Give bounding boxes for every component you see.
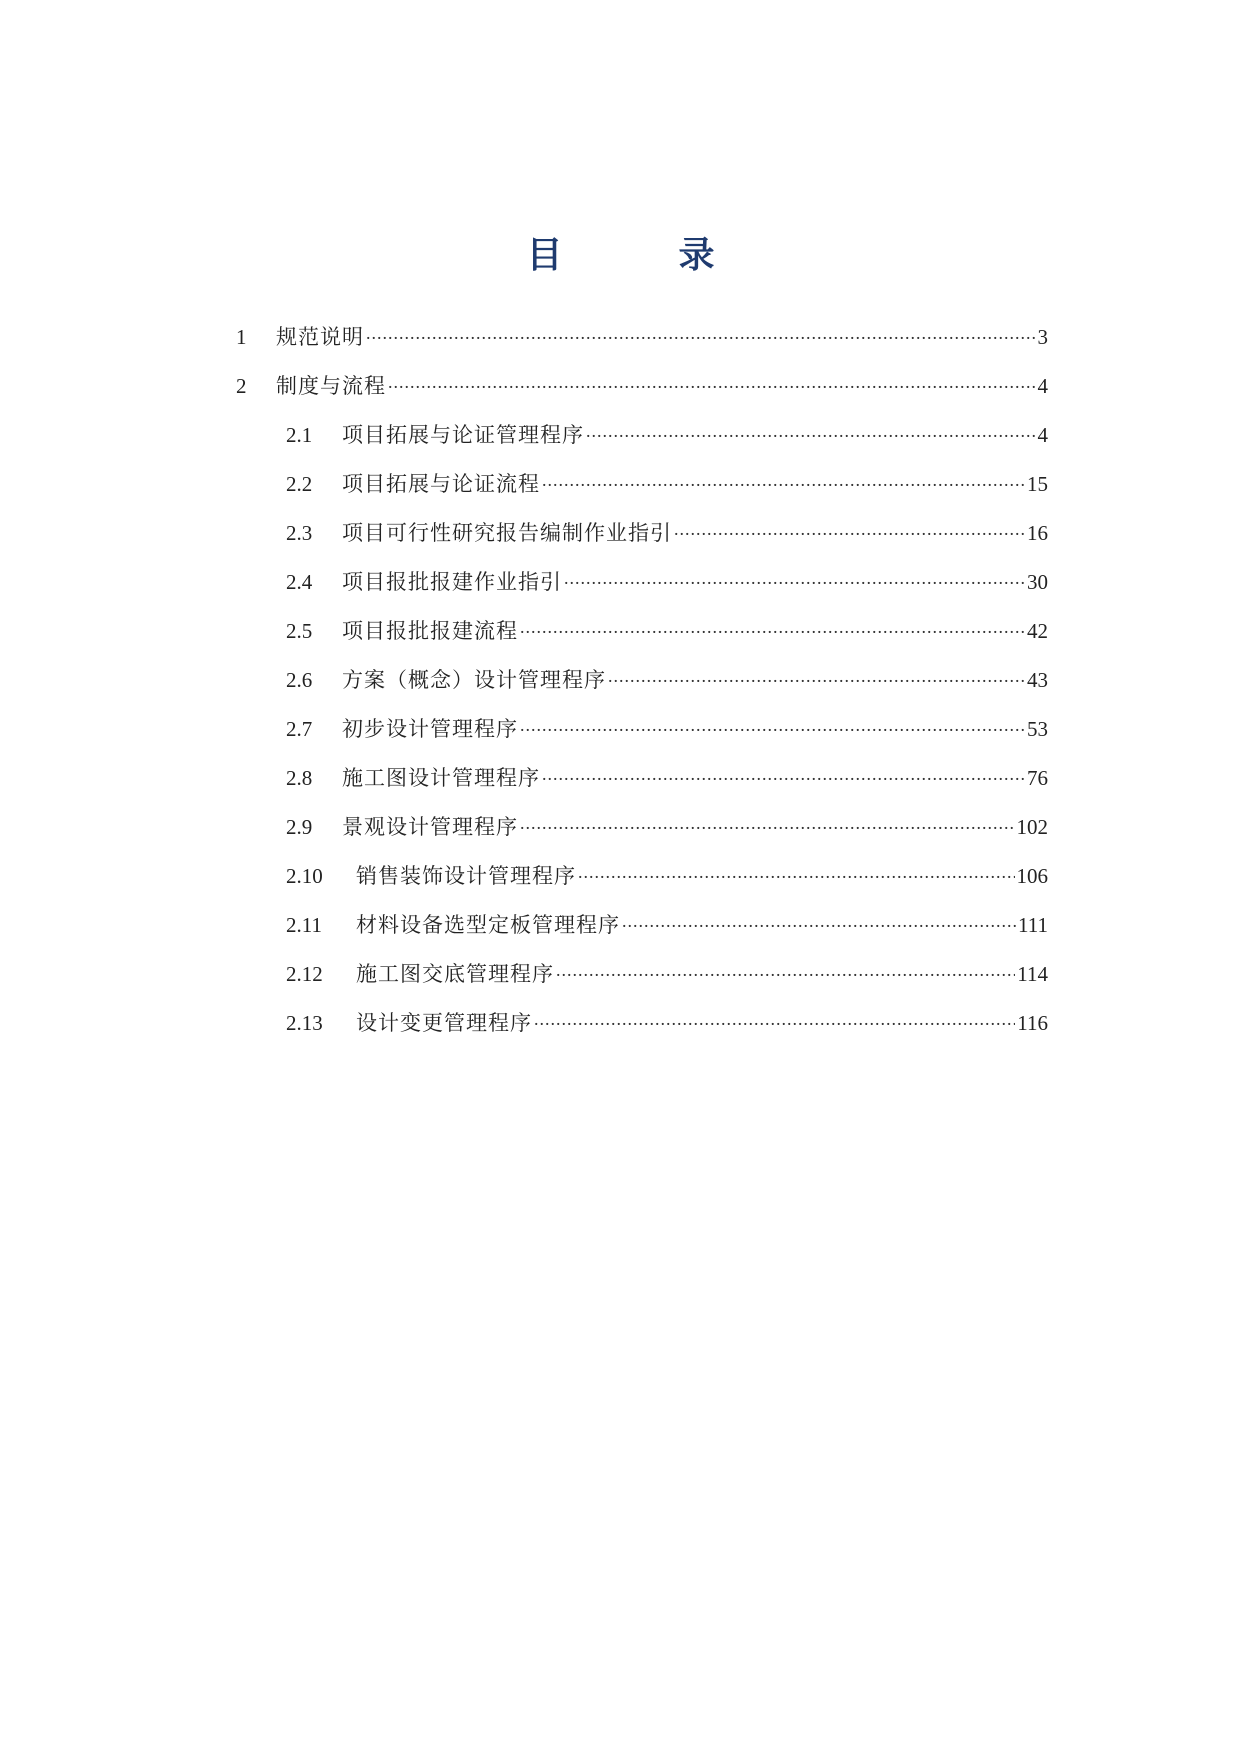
toc-entry-number: 2.1	[286, 423, 313, 447]
dot-leader	[586, 422, 1036, 442]
toc-entry-page: 42	[1027, 619, 1048, 643]
toc-entry[interactable]	[236, 910, 1048, 959]
toc-entry-title: 设计变更管理程序	[356, 1011, 532, 1035]
toc-entry-page: 116	[1017, 1011, 1048, 1035]
toc-list	[236, 322, 1048, 1057]
toc-entry[interactable]	[236, 1008, 1048, 1057]
dot-leader	[542, 765, 1025, 785]
toc-entry[interactable]	[236, 959, 1048, 1008]
dot-leader	[578, 863, 1015, 883]
toc-entry-number: 2.8	[286, 766, 313, 790]
toc-entry[interactable]	[236, 714, 1048, 763]
toc-entry-page: 30	[1027, 570, 1048, 594]
dot-leader	[388, 373, 1036, 393]
toc-entry-page: 4	[1037, 423, 1048, 447]
toc-entry-page: 76	[1027, 766, 1048, 790]
toc-entry-number: 2.13	[286, 1011, 323, 1035]
toc-entry-page: 4	[1037, 374, 1048, 398]
toc-entry-title: 项目拓展与论证流程	[342, 472, 540, 496]
toc-entry-number: 2	[236, 374, 247, 398]
toc-entry[interactable]	[236, 567, 1048, 616]
toc-entry[interactable]	[236, 665, 1048, 714]
toc-entry-title: 施工图交底管理程序	[356, 962, 554, 986]
toc-entry-number: 2.5	[286, 619, 313, 643]
toc-entry-page: 114	[1017, 962, 1048, 986]
dot-leader	[556, 961, 1015, 981]
toc-entry-page: 111	[1018, 913, 1048, 937]
toc-entry-title: 项目可行性研究报告编制作业指引	[342, 521, 672, 545]
toc-entry-number: 2.2	[286, 472, 313, 496]
toc-entry-title: 初步设计管理程序	[342, 717, 518, 741]
toc-entry[interactable]	[236, 861, 1048, 910]
toc-entry-page: 3	[1037, 325, 1048, 349]
toc-entry[interactable]	[236, 812, 1048, 861]
toc-entry-page: 53	[1027, 717, 1048, 741]
toc-entry-number: 1	[236, 325, 247, 349]
toc-entry-title: 规范说明	[276, 325, 364, 349]
dot-leader	[534, 1010, 1015, 1030]
dot-leader	[622, 912, 1016, 932]
toc-entry-number: 2.6	[286, 668, 313, 692]
toc-entry-title: 项目拓展与论证管理程序	[342, 423, 584, 447]
toc-entry-number: 2.12	[286, 962, 323, 986]
toc-entry-number: 2.9	[286, 815, 313, 839]
toc-entry-page: 106	[1016, 864, 1048, 888]
toc-entry[interactable]	[236, 371, 1048, 420]
dot-leader	[520, 716, 1025, 736]
dot-leader	[520, 814, 1015, 834]
toc-entry[interactable]	[236, 518, 1048, 567]
toc-entry-page: 43	[1027, 668, 1048, 692]
toc-entry[interactable]	[236, 763, 1048, 812]
toc-entry-title: 施工图设计管理程序	[342, 766, 540, 790]
dot-leader	[674, 520, 1025, 540]
dot-leader	[542, 471, 1025, 491]
toc-entry-title: 制度与流程	[276, 374, 386, 398]
toc-entry-title: 材料设备选型定板管理程序	[356, 913, 620, 937]
toc-entry-number: 2.11	[286, 913, 322, 937]
toc-title: 目 录	[526, 235, 755, 276]
toc-entry[interactable]	[236, 469, 1048, 518]
toc-entry-number: 2.4	[286, 570, 313, 594]
dot-leader	[608, 667, 1025, 687]
toc-entry-number: 2.3	[286, 521, 313, 545]
dot-leader	[520, 618, 1025, 638]
toc-entry-page: 102	[1016, 815, 1048, 839]
toc-entry-title: 项目报批报建流程	[342, 619, 518, 643]
dot-leader	[564, 569, 1025, 589]
toc-entry-page: 15	[1027, 472, 1048, 496]
toc-entry[interactable]	[236, 420, 1048, 469]
toc-entry[interactable]	[236, 322, 1048, 371]
toc-entry[interactable]	[236, 616, 1048, 665]
toc-entry-title: 项目报批报建作业指引	[342, 570, 562, 594]
toc-entry-title: 方案（概念）设计管理程序	[342, 668, 606, 692]
toc-entry-number: 2.7	[286, 717, 313, 741]
toc-entry-title: 销售装饰设计管理程序	[356, 864, 576, 888]
toc-entry-page: 16	[1027, 521, 1048, 545]
toc-entry-number: 2.10	[286, 864, 323, 888]
dot-leader	[366, 324, 1036, 344]
toc-entry-title: 景观设计管理程序	[342, 815, 518, 839]
